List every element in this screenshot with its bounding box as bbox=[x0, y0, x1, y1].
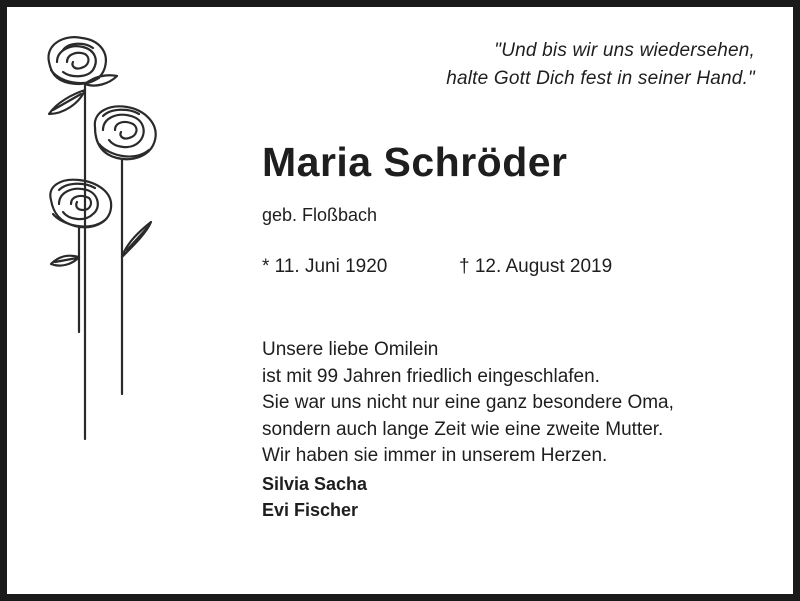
obituary-message bbox=[262, 337, 674, 470]
signer-name: Silvia Sacha bbox=[262, 474, 368, 494]
quote bbox=[446, 37, 755, 93]
roses-illustration bbox=[37, 32, 167, 442]
message-line: Wir haben sie immer in unserem Herzen. bbox=[262, 445, 608, 466]
birth-date: * 11. Juni 1920 bbox=[262, 256, 388, 277]
life-dates bbox=[262, 256, 613, 278]
signer-name: Evi Fischer bbox=[262, 500, 359, 520]
message-line: ist mit 99 Jahren friedlich eingeschlafen. bbox=[262, 365, 600, 387]
message-line: Unsere liebe Omilein bbox=[262, 339, 439, 360]
message-line: sondern auch lange Zeit wie eine zweite Mutter. bbox=[262, 418, 664, 440]
quote-line-1: "Und bis wir uns wiedersehen, bbox=[494, 40, 755, 61]
death-date: † 12. August 2019 bbox=[459, 256, 613, 277]
birth-name: geb. Floßbach bbox=[262, 205, 378, 225]
message-line: Sie war uns nicht nur eine ganz besondere Oma, bbox=[262, 392, 674, 413]
signers bbox=[262, 471, 367, 523]
quote-line-2: halte Gott Dich fest in seiner Hand." bbox=[446, 68, 755, 89]
deceased-name: Maria Schröder bbox=[262, 139, 568, 185]
